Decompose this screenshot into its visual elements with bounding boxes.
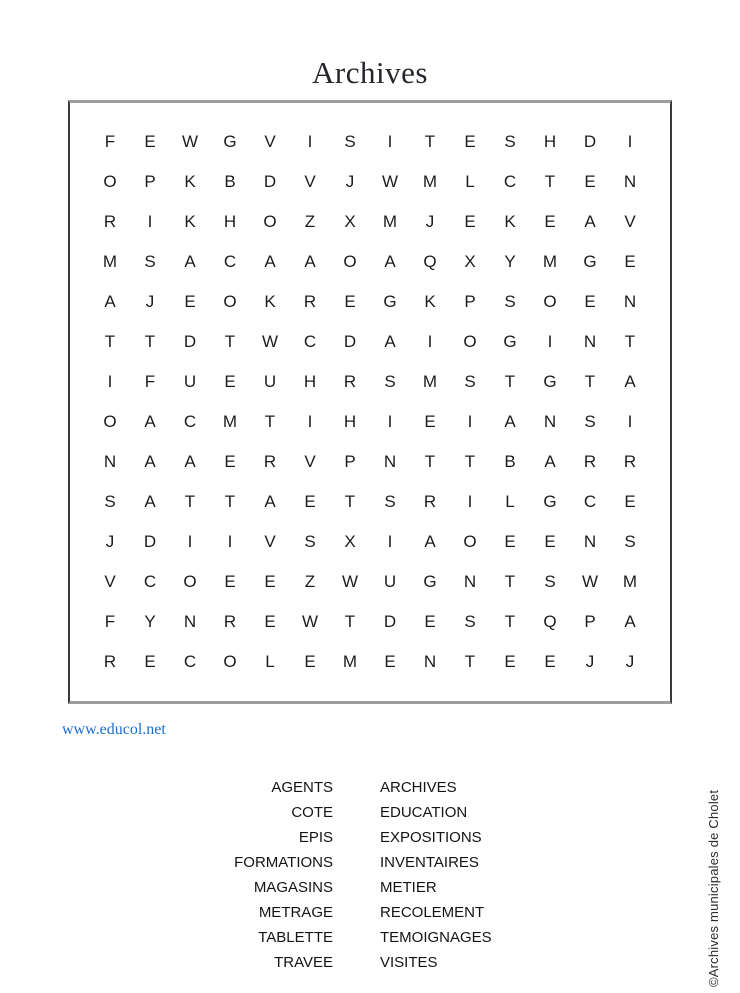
grid-cell: T (424, 132, 436, 151)
word-item: TEMOIGNAGES (380, 929, 492, 946)
grid-cell: A (144, 452, 156, 471)
grid-cell: E (584, 292, 596, 311)
grid-cell: L (465, 172, 475, 191)
grid-cell: F (104, 132, 116, 151)
grid-cell: I (307, 132, 313, 151)
grid-cell: A (144, 492, 156, 511)
grid-cell: E (544, 212, 556, 231)
grid-cell: S (624, 532, 636, 551)
grid-cell: R (623, 452, 637, 471)
grid-cell: S (504, 292, 516, 311)
grid-cell: A (264, 492, 276, 511)
grid-cell: R (583, 452, 597, 471)
grid-cell: E (304, 492, 316, 511)
grid-cell: I (387, 532, 393, 551)
grid-cell: N (383, 452, 397, 471)
grid-cell: O (223, 652, 237, 671)
grid-cell: I (467, 492, 473, 511)
grid-cell: I (547, 332, 553, 351)
grid-cell: R (223, 612, 237, 631)
grid-cell: X (344, 532, 356, 551)
grid-cell: M (542, 252, 558, 271)
grid-cell: I (147, 212, 153, 231)
grid-cell: E (184, 292, 196, 311)
word-item: EPIS (298, 829, 333, 846)
grid-cell: U (183, 372, 197, 391)
grid-cell: T (464, 652, 476, 671)
grid-cell: S (544, 572, 556, 591)
grid-cell: J (345, 172, 355, 191)
grid-cell: V (264, 532, 276, 551)
grid-cell: W (381, 172, 399, 191)
grid-cell: E (224, 572, 236, 591)
grid-cell: G (423, 572, 437, 591)
grid-cell: E (144, 652, 156, 671)
grid-cell: J (145, 292, 155, 311)
letter-grid (90, 122, 650, 682)
grid-cell: A (304, 252, 316, 271)
grid-cell: T (184, 492, 196, 511)
grid-cell: I (627, 132, 633, 151)
grid-cell: K (504, 212, 516, 231)
grid-cell: X (344, 212, 356, 231)
grid-cell: A (104, 292, 116, 311)
grid-cell: M (102, 252, 118, 271)
grid-cell: A (384, 332, 396, 351)
grid-cell: E (504, 532, 516, 551)
word-item: ARCHIVES (380, 779, 457, 796)
grid-cell: T (144, 332, 156, 351)
grid-cell: W (301, 612, 319, 631)
grid-cell: S (504, 132, 516, 151)
grid-cell: C (583, 492, 597, 511)
grid-cell: A (184, 252, 196, 271)
grid-cell: S (104, 492, 116, 511)
grid-cell: G (543, 492, 557, 511)
grid-cell: I (307, 412, 313, 431)
grid-cell: N (583, 532, 597, 551)
grid-cell: O (263, 212, 277, 231)
grid-cell: O (183, 572, 197, 591)
grid-cell: K (184, 212, 196, 231)
grid-cell: T (344, 492, 356, 511)
grid-cell: V (104, 572, 116, 591)
grid-cell: M (422, 172, 438, 191)
grid-cell: R (303, 292, 317, 311)
grid-cell: N (183, 612, 197, 631)
grid-cell: C (223, 252, 237, 271)
grid-cell: M (222, 412, 238, 431)
grid-cell: R (103, 652, 117, 671)
word-item: EXPOSITIONS (380, 829, 482, 846)
grid-cell: S (144, 252, 156, 271)
grid-cell: G (503, 332, 517, 351)
grid-cell: J (625, 652, 635, 671)
grid-cell: W (341, 572, 359, 591)
grid-cell: M (382, 212, 398, 231)
grid-cell: S (584, 412, 596, 431)
word-list-right-column (380, 775, 492, 975)
grid-cell: S (304, 532, 316, 551)
word-item: COTE (291, 804, 333, 821)
grid-cell: N (623, 172, 637, 191)
grid-cell: T (624, 332, 636, 351)
grid-cell: I (387, 132, 393, 151)
grid-cell: V (624, 212, 636, 231)
grid-cell: E (264, 572, 276, 591)
grid-cell: N (423, 652, 437, 671)
educol-link[interactable]: www.educol.net (62, 721, 166, 738)
grid-cell: I (387, 412, 393, 431)
grid-cell: E (424, 412, 436, 431)
word-item: METIER (380, 879, 437, 896)
grid-cell: I (227, 532, 233, 551)
grid-cell: E (224, 372, 236, 391)
grid-cell: I (627, 412, 633, 431)
grid-cell: W (261, 332, 279, 351)
grid-cell: M (422, 372, 438, 391)
grid-cell: C (143, 572, 157, 591)
grid-cell: E (304, 652, 316, 671)
grid-cell: X (464, 252, 476, 271)
grid-cell: E (624, 492, 636, 511)
grid-cell: R (103, 212, 117, 231)
grid-cell: G (543, 372, 557, 391)
grid-cell: T (584, 372, 596, 391)
grid-cell: S (464, 372, 476, 391)
grid-cell: S (384, 372, 396, 391)
grid-cell: U (383, 572, 397, 591)
grid-cell: H (543, 132, 557, 151)
grid-cell: O (223, 292, 237, 311)
grid-cell: T (424, 452, 436, 471)
grid-cell: E (344, 292, 356, 311)
grid-cell: H (223, 212, 237, 231)
grid-cell: Q (423, 252, 437, 271)
grid-cell: I (187, 532, 193, 551)
grid-cell: E (424, 612, 436, 631)
grid-cell: G (383, 292, 397, 311)
grid-cell: C (183, 412, 197, 431)
grid-cell: U (263, 372, 277, 391)
grid-cell: P (144, 172, 156, 191)
grid-cell: A (624, 612, 636, 631)
word-item: AGENTS (271, 779, 333, 796)
grid-cell: C (303, 332, 317, 351)
grid-cell: Z (304, 572, 316, 591)
grid-cell: T (464, 452, 476, 471)
word-item: EDUCATION (380, 804, 468, 821)
word-item: INVENTAIRES (380, 854, 479, 871)
grid-cell: Z (304, 212, 316, 231)
copyright-vertical: ©Archives municipales de Cholet (706, 789, 721, 987)
grid-cell: T (264, 412, 276, 431)
grid-cell: I (467, 412, 473, 431)
grid-cell: T (504, 372, 516, 391)
grid-cell: D (343, 332, 357, 351)
grid-cell: C (183, 652, 197, 671)
grid-cell: O (463, 332, 477, 351)
grid-cell: T (504, 612, 516, 631)
grid-cell: P (464, 292, 476, 311)
grid-cell: N (623, 292, 637, 311)
grid-cell: A (624, 372, 636, 391)
word-item: TABLETTE (258, 929, 333, 946)
grid-cell: B (224, 172, 236, 191)
grid-cell: K (424, 292, 436, 311)
grid-cell: H (303, 372, 317, 391)
grid-cell: Q (543, 612, 557, 631)
word-item: FORMATIONS (234, 854, 333, 871)
grid-cell: Y (144, 612, 156, 631)
grid-cell: D (183, 332, 197, 351)
grid-cell: O (463, 532, 477, 551)
grid-cell: N (463, 572, 477, 591)
grid-cell: O (103, 172, 117, 191)
grid-cell: E (624, 252, 636, 271)
word-item: RECOLEMENT (380, 904, 485, 921)
grid-cell: A (424, 532, 436, 551)
page-title: Archives (312, 55, 428, 90)
grid-cell: E (544, 532, 556, 551)
grid-cell: J (105, 532, 115, 551)
grid-cell: E (264, 612, 276, 631)
grid-cell: J (585, 652, 595, 671)
grid-cell: N (543, 412, 557, 431)
grid-cell: D (583, 132, 597, 151)
grid-cell: T (224, 332, 236, 351)
grid-cell: E (224, 452, 236, 471)
grid-cell: K (264, 292, 276, 311)
grid-cell: P (344, 452, 356, 471)
grid-cell: E (584, 172, 596, 191)
grid-cell: F (144, 372, 156, 391)
word-item: TRAVEE (274, 954, 333, 971)
word-item: VISITES (380, 954, 438, 971)
grid-cell: D (143, 532, 157, 551)
word-item: MAGASINS (253, 879, 333, 896)
word-item: METRAGE (258, 904, 333, 921)
grid-cell: L (265, 652, 275, 671)
grid-cell: Y (504, 252, 516, 271)
grid-cell: E (504, 652, 516, 671)
grid-cell: D (383, 612, 397, 631)
grid-cell: S (464, 612, 476, 631)
grid-cell: T (504, 572, 516, 591)
grid-cell: S (384, 492, 396, 511)
grid-cell: L (505, 492, 515, 511)
grid-cell: R (423, 492, 437, 511)
grid-cell: E (464, 212, 476, 231)
grid-cell: J (425, 212, 435, 231)
grid-cell: P (584, 612, 596, 631)
grid-cell: M (342, 652, 358, 671)
grid-cell: S (344, 132, 356, 151)
grid-cell: V (304, 452, 316, 471)
grid-cell: A (144, 412, 156, 431)
grid-cell: H (343, 412, 357, 431)
grid-cell: O (543, 292, 557, 311)
word-search-box (68, 100, 672, 704)
grid-cell: M (622, 572, 638, 591)
grid-cell: O (343, 252, 357, 271)
grid-cell: I (427, 332, 433, 351)
grid-cell: E (144, 132, 156, 151)
grid-cell: A (264, 252, 276, 271)
grid-cell: V (264, 132, 276, 151)
grid-cell: O (103, 412, 117, 431)
grid-cell: R (343, 372, 357, 391)
grid-cell: I (107, 372, 113, 391)
grid-cell: A (384, 252, 396, 271)
grid-cell: T (344, 612, 356, 631)
grid-cell: D (263, 172, 277, 191)
grid-cell: W (181, 132, 199, 151)
grid-cell: N (583, 332, 597, 351)
grid-cell: V (304, 172, 316, 191)
grid-cell: N (103, 452, 117, 471)
grid-cell: K (184, 172, 196, 191)
grid-cell: E (384, 652, 396, 671)
grid-cell: E (464, 132, 476, 151)
grid-cell: G (223, 132, 237, 151)
grid-cell: A (544, 452, 556, 471)
grid-cell: F (104, 612, 116, 631)
grid-cell: A (584, 212, 596, 231)
grid-cell: T (104, 332, 116, 351)
grid-cell: T (224, 492, 236, 511)
grid-cell: T (544, 172, 556, 191)
grid-cell: A (504, 412, 516, 431)
grid-cell: W (581, 572, 599, 591)
grid-cell: C (503, 172, 517, 191)
grid-cell: B (504, 452, 516, 471)
grid-cell: A (184, 452, 196, 471)
grid-cell: G (583, 252, 597, 271)
grid-cell: R (263, 452, 277, 471)
word-list-left-column (234, 775, 333, 975)
grid-cell: E (544, 652, 556, 671)
